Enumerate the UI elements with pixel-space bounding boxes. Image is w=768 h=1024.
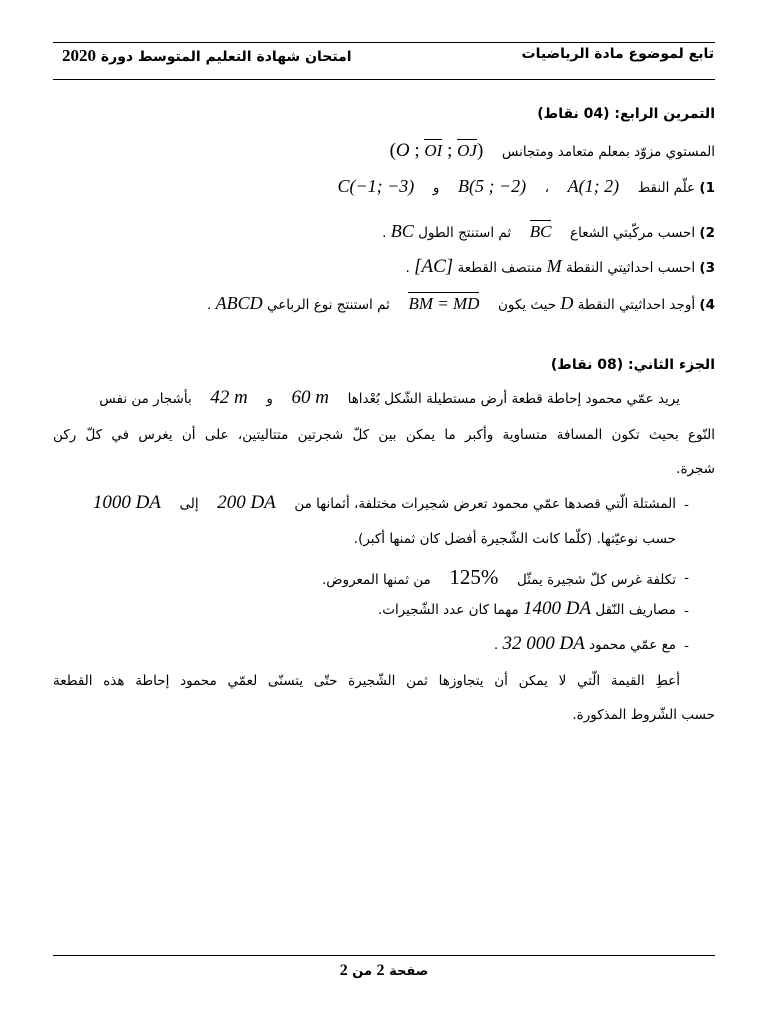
b2-text-b: من ثمنها المعروض.: [321, 572, 431, 588]
price-min: 200 DA: [217, 492, 276, 513]
q4-text-3: ثم استنتج نوع الرباعي: [266, 297, 390, 313]
bullet-3: [378, 598, 676, 620]
b2-text-a: تكلفة غرس كلّ شجيرة يمثّل: [516, 572, 676, 588]
bullet-1-line-1: [93, 492, 676, 514]
question-2: 2) احسب مركّبتي الشعاع BC ثم استنتج الطول BC .: [382, 221, 715, 241]
vector-bc: BC: [529, 222, 552, 241]
header-subject: تابع لموضوع مادة الرياضيات: [521, 46, 714, 62]
point-a: A(1; 2): [567, 176, 620, 196]
bullet-4: مع عمّي محمود 32 000 DA .: [493, 633, 676, 654]
b1-text-a: المشتلة الّتي قصدها عمّي محمود تعرض شجيرات مختلفة، أثمانها من: [294, 496, 676, 512]
intro-text: المستوي مزوّد بمعلم متعامد ومتجانس: [501, 144, 715, 160]
p1-line1-a: يريد عمّي محمود إحاطة قطعة أرض مستطيلة الشّكل بُعْداها: [347, 391, 680, 407]
q3-text-1: احسب احداثيتي النقطة: [565, 260, 696, 276]
question-line-1: أعطِ القيمة الّتي لا يمكن أن يتجاوزها ثمن الشّجيرة حتّى يتسنّى لعمّي محمود إحاطة هذه القطعة: [53, 673, 680, 689]
header-bottom-rule: [53, 79, 715, 80]
part2-paragraph-line-3: شجرة.: [676, 461, 715, 477]
footer-current-page: 2: [376, 962, 385, 979]
bullet-dash-3: -: [684, 603, 689, 619]
quadrilateral-abcd: ABCD: [215, 293, 263, 313]
q1-comma: ،: [544, 180, 550, 196]
segment-ac: [AC]: [414, 256, 454, 277]
part2-paragraph-line-1: [99, 387, 680, 409]
header-exam-session: [62, 46, 352, 66]
footer-page-word: صفحة: [389, 964, 429, 979]
question-3: 3) احسب احداثيتي النقطة M منتصف القطعة [AC] .: [405, 256, 715, 277]
frame-notation: (O ; OI ; OJ): [389, 140, 484, 161]
exercise4-intro: [390, 140, 715, 162]
footer-of-word: من: [352, 964, 373, 979]
header-top-rule: [53, 42, 715, 43]
header-year: 2020: [62, 46, 96, 65]
q3-text-2: منتصف القطعة: [457, 260, 543, 276]
q1-and: و: [432, 180, 440, 196]
q4-text-1: أوجد احداثيتي النقطة: [577, 297, 696, 313]
b3-text-a: مصاريف النّقل: [595, 602, 676, 618]
bullet-2: [322, 565, 676, 590]
b1-to: إلى: [179, 496, 199, 512]
q2-text-2: ثم استنتج الطول: [418, 225, 512, 241]
point-m: M: [546, 256, 562, 276]
budget-amount: 32 000 DA: [502, 633, 585, 654]
bullet-dash-2: -: [684, 570, 689, 586]
dimension-60: 60 m: [291, 387, 329, 408]
dimension-42: 42 m: [210, 387, 248, 408]
transport-cost: 1400 DA: [523, 598, 592, 619]
q4-number: 4): [699, 297, 715, 313]
point-d: D: [560, 293, 574, 313]
bullet-dash-4: -: [684, 638, 689, 654]
point-c: C(−1; −3): [337, 176, 415, 196]
q4-text-2: حيث يكون: [498, 297, 557, 313]
header-exam-label: امتحان شهادة التعليم المتوسط دورة: [100, 49, 352, 65]
planting-cost-percent: 125%: [449, 565, 499, 589]
q2-text-1: احسب مركّبتي الشعاع: [570, 225, 696, 241]
point-b: B(5 ; −2): [457, 176, 527, 196]
q1-number: 1): [699, 180, 715, 196]
p1-and: و: [266, 391, 273, 407]
p1-line1-b: بأشجار من نفس: [99, 391, 192, 407]
question-1: [337, 176, 715, 197]
bullet-dash-1: -: [684, 497, 689, 513]
part2-paragraph-line-2: النّوع بحيث تكون المسافة متساوية وأكبر ما يمكن بين كلّ شجرتين متتاليتين، على أن يغرس في كلّ ركن: [53, 427, 715, 443]
q3-number: 3): [699, 260, 715, 276]
part2-title: الجزء الثاني: (08 نقاط): [550, 357, 715, 373]
b4-text-a: مع عمّي محمود: [589, 637, 676, 653]
question-line-2: حسب الشّروط المذكورة.: [572, 707, 715, 723]
footer-total-pages: 2: [339, 962, 348, 979]
length-bc: BC: [390, 221, 414, 241]
bullet-1-line-2: حسب نوعيّتها. (كلّما كانت الشّجيرة أفضل كان ثمنها أكبر).: [353, 531, 676, 547]
q1-text: علّم النقط: [637, 180, 696, 196]
price-max: 1000 DA: [92, 492, 161, 513]
page-number: [0, 962, 768, 980]
vector-equation: BM = MD: [408, 294, 480, 313]
b3-text-b: مهما كان عدد الشّجيرات.: [377, 602, 519, 618]
question-4: 4) أوجد احداثيتي النقطة D حيث يكون BM = MD ثم استنتج نوع الرباعي ABCD .: [207, 293, 715, 313]
footer-rule: [53, 955, 715, 956]
exercise4-title: التمرين الرابع: (04 نقاط): [537, 106, 715, 122]
q2-number: 2): [699, 225, 715, 241]
